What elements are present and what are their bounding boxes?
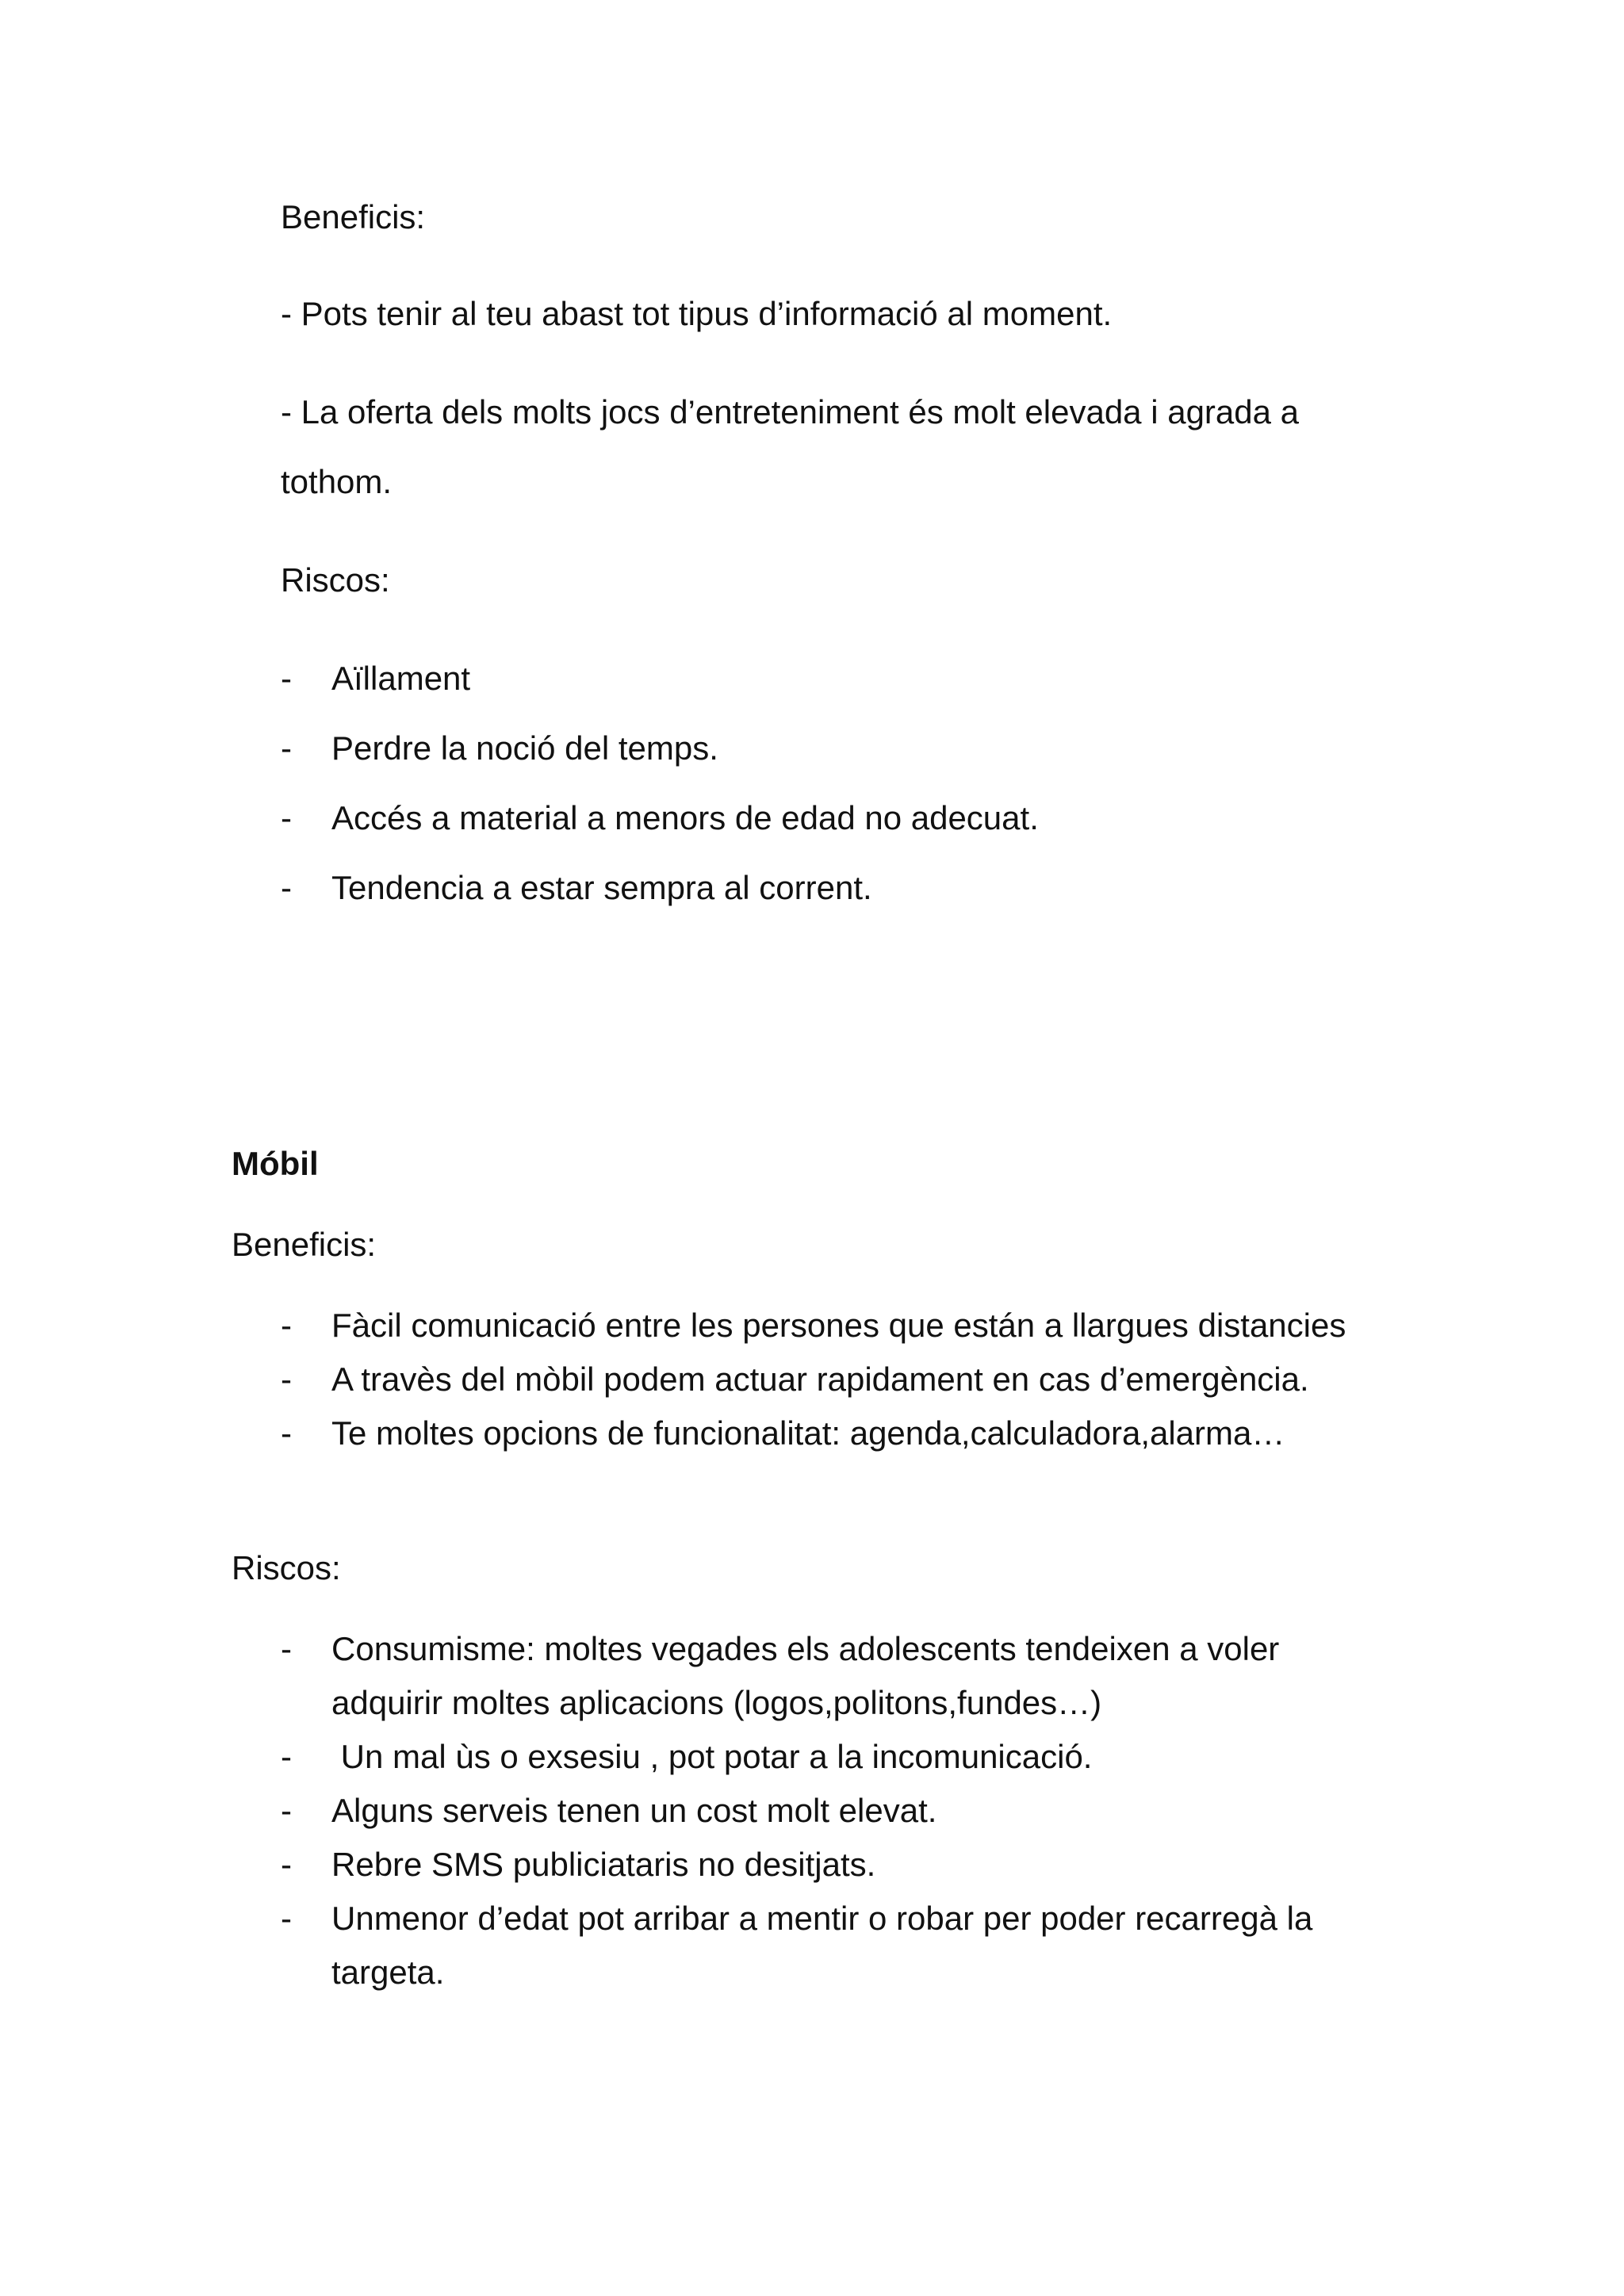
risk-text: Consumisme: moltes vegades els adolescents tendeixen a voler <box>331 1630 1280 1667</box>
benefit-item: - Pots tenir al teu abast tot tipus d’informació al moment. <box>281 295 1113 332</box>
risk-text-continuation: adquirir moltes aplicacions (logos,politons,fundes…) <box>331 1684 1102 1721</box>
bullet-dash: - <box>281 1738 292 1775</box>
risk-text: Un mal ùs o exsesiu , pot potar a la incomunicació. <box>331 1738 1093 1775</box>
bullet-dash: - <box>281 1360 292 1398</box>
bullet-dash: - <box>281 869 292 906</box>
bullet-dash: - <box>281 1792 292 1829</box>
section-title: Móbil <box>232 1145 319 1182</box>
risk-text: Aïllament <box>331 660 471 697</box>
risk-text: Unmenor d’edat pot arribar a mentir o robar per poder recarregà la <box>331 1900 1313 1937</box>
bullet-dash: - <box>281 660 292 697</box>
risk-text: Rebre SMS publiciataris no desitjats. <box>331 1846 876 1883</box>
benefits-label: Beneficis: <box>281 198 426 235</box>
risk-text: Alguns serveis tenen un cost molt elevat. <box>331 1792 937 1829</box>
benefit-text: Fàcil comunicació entre les persones que están a llargues distancies <box>331 1307 1346 1344</box>
bullet-dash: - <box>281 1307 292 1344</box>
benefit-text: Te moltes opcions de funcionalitat: agenda,calculadora,alarma… <box>331 1414 1285 1452</box>
benefit-text: A travès del mòbil podem actuar rapidament en cas d’emergència. <box>331 1360 1309 1398</box>
bullet-dash: - <box>281 799 292 836</box>
risk-text-continuation: targeta. <box>331 1954 445 1991</box>
bullet-dash: - <box>281 729 292 767</box>
bullet-dash: - <box>281 1414 292 1452</box>
bullet-dash: - <box>281 1846 292 1883</box>
risks-label: Riscos: <box>281 561 390 599</box>
risk-text: Tendencia a estar sempra al corrent. <box>331 869 872 906</box>
risk-text: Perdre la noció del temps. <box>331 729 718 767</box>
benefit-item: - La oferta dels molts jocs d’entreteniment és molt elevada i agrada a <box>281 393 1300 430</box>
bullet-dash: - <box>281 1900 292 1937</box>
benefits-label: Beneficis: <box>232 1226 377 1263</box>
bullet-dash: - <box>281 1630 292 1667</box>
benefit-item-continuation: tothom. <box>281 463 393 500</box>
risks-label: Riscos: <box>232 1549 341 1586</box>
risk-text: Accés a material a menors de edad no adecuat. <box>331 799 1039 836</box>
